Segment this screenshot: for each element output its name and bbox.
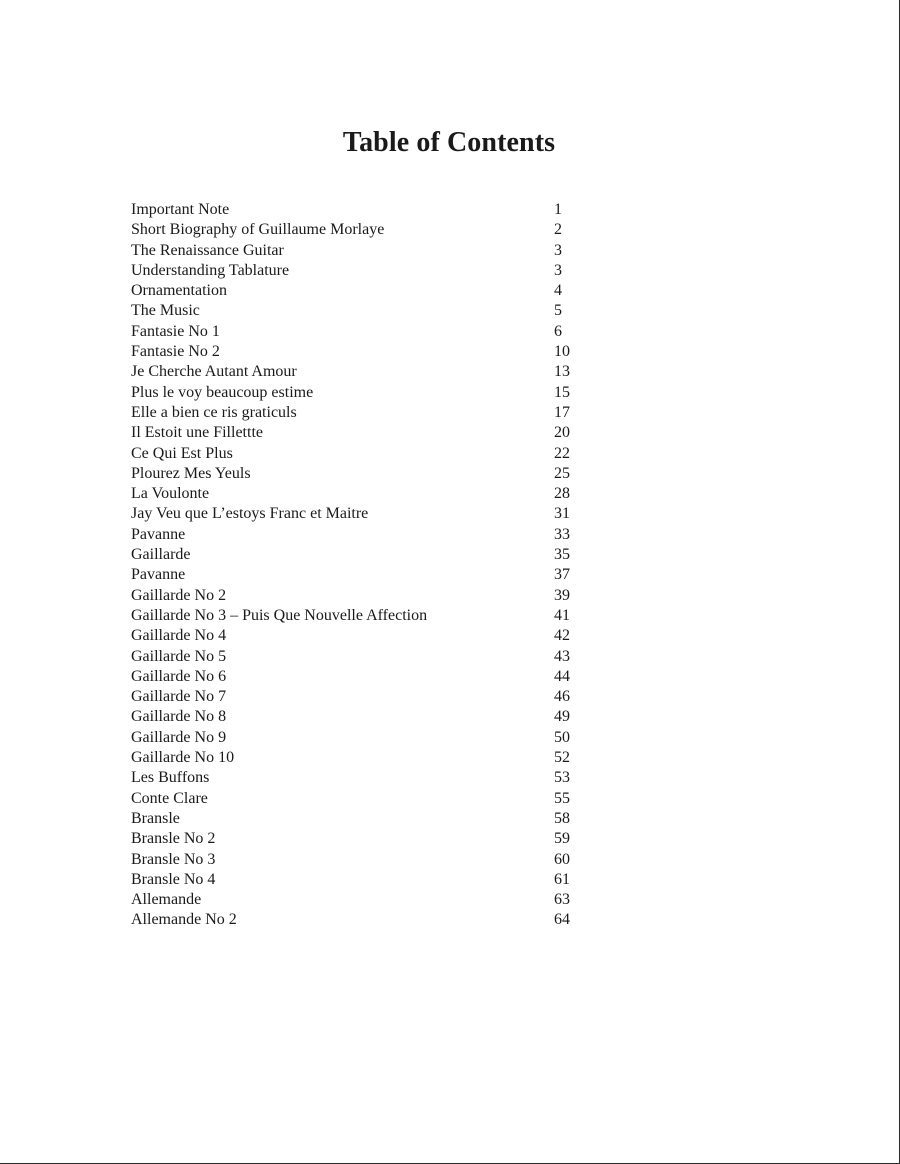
toc-entry [131, 748, 591, 768]
toc-entry [131, 647, 591, 667]
toc-entry [131, 464, 591, 484]
toc-entry-page-number: 58 [554, 809, 570, 827]
toc-entry-page-number: 25 [554, 464, 570, 482]
toc-entry-title: La Voulonte [131, 485, 210, 503]
toc-entry [131, 342, 591, 362]
toc-entry-page-number: 2 [554, 221, 562, 239]
toc-entry [131, 484, 591, 504]
toc-entry-title: Fantasie No 1 [131, 322, 220, 340]
toc-entry [131, 626, 591, 646]
toc-entry-title: Jay Veu que L’estoys Franc et Maitre [131, 505, 369, 523]
toc-entry [131, 200, 591, 220]
toc-entry-title: Gaillarde [131, 546, 191, 564]
toc-entry-title: Fantasie No 2 [131, 343, 220, 361]
toc-entry-title: Pavanne [131, 525, 186, 543]
toc-entry [131, 606, 591, 626]
toc-entry-page-number: 3 [554, 241, 562, 259]
toc-entry [131, 444, 591, 464]
toc-entry-page-number: 1 [554, 201, 562, 218]
toc-entry-title: Gaillarde No 9 [131, 728, 227, 746]
toc-entry [131, 829, 591, 849]
toc-entry-title: Conte Clare [131, 789, 208, 807]
toc-entry-page-number: 22 [554, 444, 570, 462]
toc-entry [131, 707, 591, 727]
toc-entry [131, 525, 591, 545]
table-of-contents-list [131, 200, 591, 931]
toc-entry-page-number: 4 [554, 282, 562, 300]
toc-entry-page-number: 5 [554, 302, 562, 320]
toc-entry-title: Short Biography of Guillaume Morlaye [131, 221, 385, 239]
toc-entry-title: Ce Qui Est Plus [131, 444, 233, 462]
toc-entry-page-number: 55 [554, 789, 570, 807]
toc-entry-page-number: 44 [554, 667, 570, 685]
toc-entry-title: Je Cherche Autant Amour [131, 363, 297, 381]
toc-entry-title: Gaillarde No 10 [131, 749, 235, 767]
toc-entry [131, 789, 591, 809]
toc-entry-page-number: 43 [554, 647, 570, 665]
toc-entry-title: Plourez Mes Yeuls [131, 464, 251, 482]
toc-entry-page-number: 42 [554, 627, 570, 645]
toc-entry [131, 586, 591, 606]
toc-entry [131, 301, 591, 321]
toc-entry-page-number: 41 [554, 606, 570, 624]
toc-entry [131, 870, 591, 890]
toc-entry-title: Il Estoit une Fillettte [131, 424, 263, 442]
toc-entry-page-number: 53 [554, 769, 570, 787]
toc-entry-title: Gaillarde No 2 [131, 586, 227, 604]
toc-entry-page-number: 6 [554, 322, 562, 340]
toc-entry [131, 241, 591, 261]
toc-entry [131, 850, 591, 870]
toc-entry-page-number: 10 [554, 343, 570, 361]
toc-entry [131, 362, 591, 382]
toc-entry [131, 728, 591, 748]
toc-entry-title: Gaillarde No 8 [131, 708, 227, 726]
toc-entry-title: Bransle [131, 809, 180, 827]
toc-entry-page-number: 37 [554, 566, 570, 584]
toc-entry-title: Gaillarde No 5 [131, 647, 227, 665]
toc-entry-title: Understanding Tablature [131, 261, 290, 279]
toc-entry-title: Gaillarde No 3 – Puis Que Nouvelle Affection [131, 606, 428, 624]
toc-entry-page-number: 39 [554, 586, 570, 604]
toc-entry [131, 545, 591, 565]
toc-entry-title: Bransle No 2 [131, 830, 216, 848]
toc-entry-page-number: 15 [554, 383, 570, 401]
toc-entry-title: Les Buffons [131, 769, 210, 787]
toc-entry [131, 281, 591, 301]
toc-entry-title: Gaillarde No 4 [131, 627, 227, 645]
toc-entry-page-number: 20 [554, 424, 570, 442]
toc-entry [131, 504, 591, 524]
toc-entry-title: Gaillarde No 6 [131, 667, 227, 685]
toc-entry-page-number: 60 [554, 850, 570, 868]
toc-entry [131, 809, 591, 829]
toc-entry-page-number: 17 [554, 403, 570, 421]
toc-entry-title: Pavanne [131, 566, 186, 584]
toc-entry-title: Plus le voy beaucoup estime [131, 383, 314, 401]
toc-entry-page-number: 61 [554, 870, 570, 888]
toc-entry-title: Gaillarde No 7 [131, 688, 227, 706]
toc-entry-title: The Renaissance Guitar [131, 241, 284, 259]
toc-entry-page-number: 28 [554, 485, 570, 503]
toc-entry-title: Bransle No 4 [131, 870, 216, 888]
toc-entry [131, 423, 591, 443]
toc-entry [131, 910, 591, 930]
page-title: Table of Contents [342, 126, 556, 158]
toc-entry-title: Allemande [131, 891, 202, 909]
toc-entry-page-number: 50 [554, 728, 570, 746]
toc-entry-title: Important Note [131, 201, 230, 218]
toc-entry [131, 565, 591, 585]
toc-entry-title: Allemande No 2 [131, 911, 237, 929]
toc-entry-page-number: 13 [554, 363, 570, 381]
toc-entry-title: Ornamentation [131, 282, 227, 300]
toc-entry-page-number: 63 [554, 891, 570, 909]
toc-entry-page-number: 52 [554, 749, 570, 767]
toc-entry-page-number: 59 [554, 830, 570, 848]
toc-entry [131, 261, 591, 281]
toc-entry-title: Elle a bien ce ris graticuls [131, 403, 297, 421]
toc-entry [131, 220, 591, 240]
toc-entry-page-number: 35 [554, 546, 570, 564]
toc-entry [131, 687, 591, 707]
toc-entry-page-number: 49 [554, 708, 570, 726]
toc-entry-page-number: 33 [554, 525, 570, 543]
toc-entry-title: The Music [131, 302, 200, 320]
toc-entry-page-number: 64 [554, 911, 570, 929]
toc-entry-page-number: 31 [554, 505, 570, 523]
toc-entry-title: Bransle No 3 [131, 850, 216, 868]
toc-entry [131, 322, 591, 342]
toc-entry [131, 403, 591, 423]
toc-entry [131, 383, 591, 403]
toc-entry [131, 667, 591, 687]
toc-entry-page-number: 3 [554, 261, 562, 279]
toc-entry [131, 768, 591, 788]
toc-entry-page-number: 46 [554, 688, 570, 706]
toc-entry [131, 890, 591, 910]
